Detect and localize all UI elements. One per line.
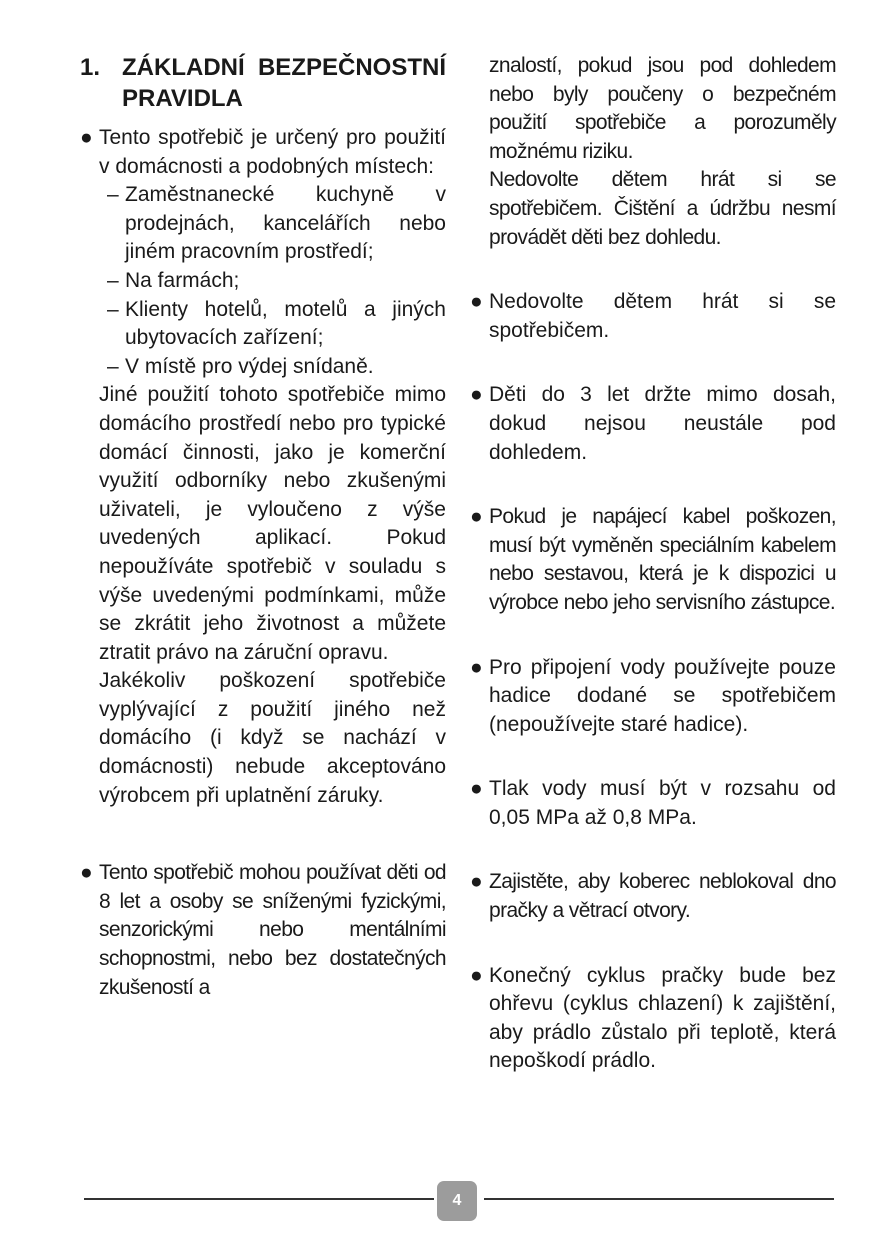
sub-list-item-text: Zaměstnanecké kuchyně v prodejnách, kancelářích nebo jiném pracovním prostředí; [125, 183, 446, 264]
bullet-item [470, 503, 836, 617]
bullet-text: Děti do 3 let držte mimo dosah, dokud nejsou neustále pod dohledem. [489, 383, 836, 464]
sub-list-item [107, 181, 446, 267]
bullet-text: Zajistěte, aby koberec neblokoval dno pračky a větrací otvory. [489, 870, 836, 923]
bullet-text: Tento spotřebič mohou používat děti od 8 let a osoby se sníženými fyzickými, senzorickými nebo mentálními schopnostmi, nebo bez dostatečných zkušeností a [99, 861, 446, 999]
bullet-text: Tlak vody musí být v rozsahu od 0,05 MPa až 0,8 MPa. [489, 777, 836, 829]
paragraph: Jiné použití tohoto spotřebiče mimo domácího prostředí nebo pro typické domácí činnosti, jako je komerční využití odborníky nebo zkušenými uživateli, je vyloučeno z výše uvedených aplikací. Pokud nepoužíváte spotřebič v souladu s výše uvedenými podmínkami, může se zkrátit jeho životnost a můžete ztratit právo na záruční opravu. [99, 383, 446, 664]
bullet-text: Nedovolte dětem hrát si se spotřebičem. [489, 290, 836, 342]
sub-list-item-text: Klienty hotelů, motelů a jiných ubytovacích zařízení; [125, 297, 446, 350]
paragraph: znalostí, pokud jsou pod dohledem nebo byly poučeny o bezpečném použití spotřebiče a porozuměly možnému riziku. [489, 54, 836, 163]
section-number: 1. [80, 54, 101, 81]
footer-divider-left [84, 1198, 434, 1200]
bullet-item [470, 962, 836, 1076]
sub-list-item-text: V místě pro výdej snídaně. [125, 354, 374, 378]
sub-list [99, 181, 446, 381]
bullet-icon: ● [470, 655, 483, 679]
bullet-item [80, 859, 446, 1002]
bullet-intro: Tento spotřebič je určený pro použití v domácnosti a podobných místech: [99, 126, 446, 178]
bullet-item [470, 868, 836, 925]
bullet-icon: ● [470, 383, 483, 407]
bullet-icon: ● [470, 963, 483, 987]
continued-text [470, 52, 836, 252]
sub-list-item [107, 353, 446, 382]
right-column [470, 52, 836, 1076]
dash-icon: – [107, 297, 119, 321]
bullet-icon: ● [470, 290, 483, 314]
dash-icon: – [107, 354, 119, 378]
footer-divider-right [484, 1198, 834, 1200]
bullet-text: Pokud je napájecí kabel poškozen, musí být vyměněn speciálním kabelem nebo sestavou, která je k dispozici u výrobce nebo jeho servisního zástupce. [489, 505, 836, 614]
bullet-text: Pro připojení vody používejte pouze hadice dodané se spotřebičem (nepoužívejte staré hadice). [489, 655, 836, 736]
dash-icon: – [107, 183, 119, 207]
bullet-item [80, 124, 446, 810]
bullet-item [470, 775, 836, 832]
sub-list-item [107, 267, 446, 296]
bullet-icon: ● [80, 126, 93, 149]
bullet-text: Konečný cyklus pračky bude bez ohřevu (cyklus chlazení) k zajištění, aby prádlo zůstalo při teplotě, která nepoškodí prádlo. [489, 963, 836, 1073]
bullet-icon: ● [470, 870, 483, 894]
left-column [80, 52, 446, 1002]
bullet-item [470, 381, 836, 467]
page-number-badge: 4 [437, 1181, 477, 1221]
paragraph: Nedovolte dětem hrát si se spotřebičem. Čištění a údržbu nesmí provádět děti bez dohledu. [489, 168, 836, 249]
bullet-icon: ● [80, 861, 93, 885]
bullet-icon: ● [470, 777, 483, 801]
paragraph: Jakékoliv poškození spotřebiče vyplývající z použití jiného než domácího (i když se nachází v domácnosti) nebude akceptováno výrobcem při uplatnění záruky. [99, 669, 446, 807]
sub-list-item [107, 296, 446, 353]
dash-icon: – [107, 268, 119, 292]
section-heading [80, 52, 446, 114]
section-title: ZÁKLADNÍ BEZPEČNOSTNÍ PRAVIDLA [122, 54, 446, 112]
bullet-item [470, 288, 836, 345]
sub-list-item-text: Na farmách; [125, 268, 240, 292]
bullet-item [470, 654, 836, 740]
bullet-icon: ● [470, 505, 483, 529]
